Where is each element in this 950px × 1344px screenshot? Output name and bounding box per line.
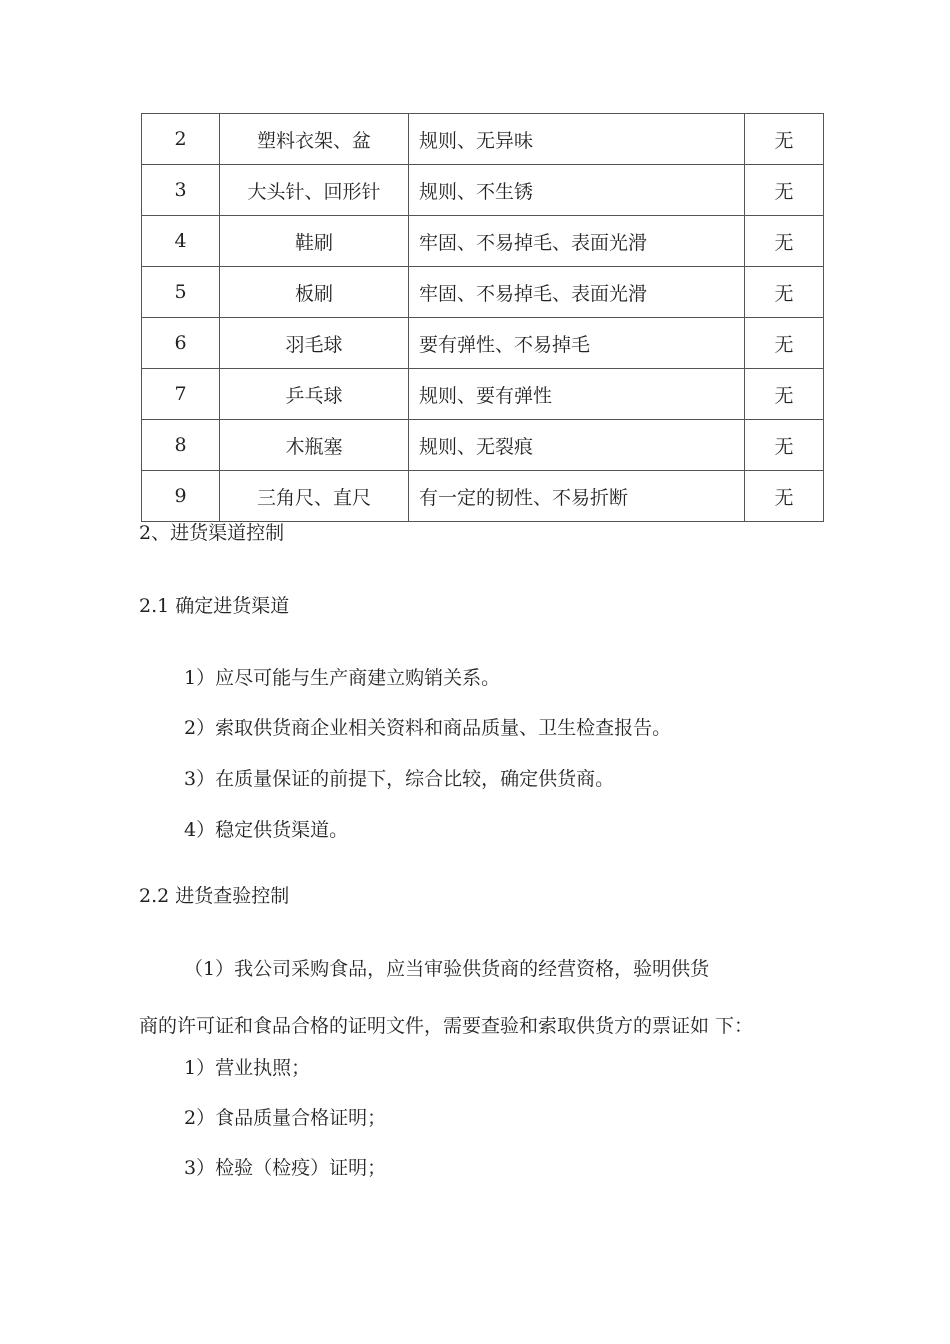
product-spec-table-body <box>142 114 824 522</box>
paragraph-line: 商的许可证和食品合格的证明文件，需要查验和索取供货方的票证如 下： <box>139 1015 754 1037</box>
list-item: 2）食品质量合格证明； <box>184 1107 387 1129</box>
table-cell-product-name: 板刷 <box>220 267 409 318</box>
table-cell-product-name: 木瓶塞 <box>220 420 409 471</box>
table-cell-number: 7 <box>142 369 220 420</box>
table-cell-note: 无 <box>745 471 824 522</box>
table-row <box>142 318 824 369</box>
table-cell-requirement: 规则、要有弹性 <box>409 369 745 420</box>
table-cell-product-name: 三角尺、直尺 <box>220 471 409 522</box>
table-row <box>142 114 824 165</box>
table-cell-requirement: 规则、无异味 <box>409 114 745 165</box>
table-cell-note: 无 <box>745 216 824 267</box>
subsection-heading-determine-channel: 2.1 确定进货渠道 <box>139 595 290 617</box>
table-cell-number: 6 <box>142 318 220 369</box>
table-cell-requirement: 牢固、不易掉毛、表面光滑 <box>409 216 745 267</box>
table-cell-note: 无 <box>745 318 824 369</box>
table-row <box>142 216 824 267</box>
table-cell-note: 无 <box>745 114 824 165</box>
table-row <box>142 165 824 216</box>
table-cell-product-name: 鞋刷 <box>220 216 409 267</box>
table-cell-product-name: 乒乓球 <box>220 369 409 420</box>
table-row <box>142 369 824 420</box>
list-item: 1）营业执照； <box>184 1057 311 1079</box>
section-heading-purchase-channel-control: 2、进货渠道控制 <box>139 522 285 544</box>
product-spec-table <box>141 113 824 522</box>
table-row <box>142 267 824 318</box>
table-cell-requirement: 牢固、不易掉毛、表面光滑 <box>409 267 745 318</box>
table-cell-requirement: 要有弹性、不易掉毛 <box>409 318 745 369</box>
list-item: 3）在质量保证的前提下，综合比较，确定供货商。 <box>184 768 615 790</box>
list-item: 3）检验（检疫）证明； <box>184 1157 387 1179</box>
table-cell-number: 5 <box>142 267 220 318</box>
table-cell-requirement: 规则、无裂痕 <box>409 420 745 471</box>
table-cell-note: 无 <box>745 267 824 318</box>
table-cell-requirement: 规则、不生锈 <box>409 165 745 216</box>
table-cell-number: 4 <box>142 216 220 267</box>
table-cell-note: 无 <box>745 369 824 420</box>
table-cell-number: 9 <box>142 471 220 522</box>
list-item: 1）应尽可能与生产商建立购销关系。 <box>184 667 501 689</box>
paragraph-line: （1）我公司采购食品，应当审验供货商的经营资格，验明供货 <box>184 958 710 980</box>
table-cell-number: 3 <box>142 165 220 216</box>
subsection-heading-inspection-control: 2.2 进货查验控制 <box>139 885 290 907</box>
table-cell-note: 无 <box>745 165 824 216</box>
table-cell-requirement: 有一定的韧性、不易折断 <box>409 471 745 522</box>
list-item: 2）索取供货商企业相关资料和商品质量、卫生检查报告。 <box>184 717 672 739</box>
table-row <box>142 471 824 522</box>
table-row <box>142 420 824 471</box>
list-item: 4）稳定供货渠道。 <box>184 819 349 841</box>
table-cell-product-name: 塑料衣架、盆 <box>220 114 409 165</box>
table-cell-product-name: 羽毛球 <box>220 318 409 369</box>
table-cell-note: 无 <box>745 420 824 471</box>
table-cell-number: 8 <box>142 420 220 471</box>
table-cell-product-name: 大头针、回形针 <box>220 165 409 216</box>
table-cell-number: 2 <box>142 114 220 165</box>
